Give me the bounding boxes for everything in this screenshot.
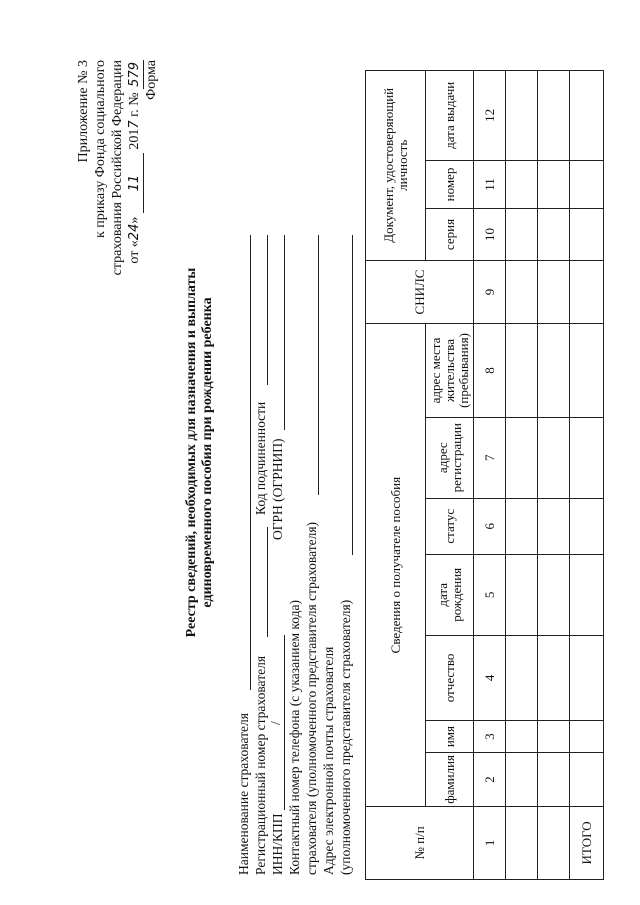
inn-kpp-slash: / bbox=[268, 721, 283, 725]
table-cell bbox=[506, 806, 538, 879]
date-year-digit: 7 bbox=[127, 120, 142, 129]
table-header-columns-row bbox=[426, 71, 474, 880]
table-cell bbox=[506, 753, 538, 806]
col-residence-address-header: адрес места жительства (пребывания) bbox=[426, 324, 474, 417]
date-mid: » bbox=[127, 216, 142, 224]
order-date-line bbox=[127, 60, 144, 264]
ogrn-line bbox=[284, 235, 285, 430]
table-cell bbox=[506, 160, 538, 209]
order-number: 579 bbox=[127, 62, 142, 87]
register-table bbox=[365, 70, 604, 880]
ogrn-label: ОГРН (ОГРНИП) bbox=[270, 438, 285, 540]
table-cell bbox=[506, 635, 538, 720]
appendix-label: Приложение № 3 bbox=[76, 60, 91, 163]
table-cell bbox=[506, 554, 538, 635]
table-cell bbox=[538, 209, 570, 260]
table-row bbox=[506, 71, 538, 880]
col-status-header: статус bbox=[426, 498, 474, 554]
table-cell bbox=[538, 417, 570, 498]
col-name-header: имя bbox=[426, 720, 474, 753]
table-cell bbox=[538, 498, 570, 554]
date-day: 24 bbox=[127, 223, 142, 241]
table-cell bbox=[538, 635, 570, 720]
total-row bbox=[570, 71, 604, 880]
col-number-header: номер bbox=[426, 160, 474, 209]
date-prefix: от « bbox=[127, 240, 142, 264]
table-cell bbox=[538, 806, 570, 879]
num-cell: 5 bbox=[474, 554, 506, 635]
table-cell bbox=[570, 209, 604, 260]
table-cell bbox=[570, 160, 604, 209]
email-line bbox=[352, 235, 353, 555]
table-row bbox=[538, 71, 570, 880]
col-series-header: серия bbox=[426, 209, 474, 260]
table-cell bbox=[506, 417, 538, 498]
col-snils-header: СНИЛС bbox=[366, 260, 474, 324]
col-reg-address-header: адрес регистрации bbox=[426, 417, 474, 498]
table-cell bbox=[506, 498, 538, 554]
reg-number-label: Регистрационный номер страхователя bbox=[253, 655, 268, 875]
date-suffix: г. № bbox=[127, 92, 142, 117]
num-cell: 12 bbox=[474, 71, 506, 161]
num-cell: 2 bbox=[474, 753, 506, 806]
num-cell: 6 bbox=[474, 498, 506, 554]
col-birthdate-header: дата рождения bbox=[426, 554, 474, 635]
table-cell bbox=[506, 209, 538, 260]
table-numbering-row bbox=[474, 71, 506, 880]
email-label-line2: (уполномоченного представителя страхователя) bbox=[338, 599, 353, 875]
date-year-prefix: 201 bbox=[127, 128, 142, 150]
insurer-name-line bbox=[250, 235, 251, 690]
document-title-line1: Реестр сведений, необходимых для назначения и выплаты bbox=[184, 267, 199, 638]
subordination-code-label: Код подчиненности bbox=[253, 401, 268, 515]
table-cell bbox=[570, 324, 604, 417]
num-cell: 4 bbox=[474, 635, 506, 720]
table-cell bbox=[570, 720, 604, 753]
num-cell: 8 bbox=[474, 324, 506, 417]
table-cell bbox=[570, 260, 604, 324]
table-cell bbox=[538, 260, 570, 324]
subordination-code-line bbox=[267, 235, 268, 385]
col-patronymic-header: отчество bbox=[426, 635, 474, 720]
phone-line bbox=[318, 235, 319, 495]
table-header-group-row bbox=[366, 71, 426, 880]
table-cell bbox=[538, 720, 570, 753]
fund-line: страхования Российской Федерации bbox=[110, 60, 125, 276]
table-cell bbox=[506, 260, 538, 324]
table-cell bbox=[506, 324, 538, 417]
phone-label-line2: страхователя (уполномоченного представителя страхователя) bbox=[304, 521, 319, 875]
total-label: ИТОГО bbox=[570, 806, 604, 879]
email-label-line1: Адрес электронной почты страхователя bbox=[321, 646, 336, 875]
num-cell: 7 bbox=[474, 417, 506, 498]
table-cell bbox=[538, 71, 570, 161]
num-cell: 10 bbox=[474, 209, 506, 260]
table-cell bbox=[570, 554, 604, 635]
num-cell: 11 bbox=[474, 160, 506, 209]
form-label: Форма bbox=[144, 60, 159, 100]
inn-kpp-line bbox=[284, 635, 285, 810]
order-line: к приказу Фонда социального bbox=[93, 60, 108, 239]
document-group-header: Документ, удостоверяющий личность bbox=[366, 71, 426, 261]
recipient-group-header: Сведения о получателе пособия bbox=[366, 324, 426, 806]
table-cell bbox=[506, 71, 538, 161]
table-cell bbox=[570, 498, 604, 554]
table-cell bbox=[538, 753, 570, 806]
phone-label-line1: Контактный номер телефона (с указанием кода) bbox=[287, 599, 302, 875]
num-cell: 3 bbox=[474, 720, 506, 753]
table-cell bbox=[570, 417, 604, 498]
table-cell bbox=[570, 71, 604, 161]
col-issue-date-header: дата выдачи bbox=[426, 71, 474, 161]
table-cell bbox=[506, 720, 538, 753]
table-cell bbox=[570, 635, 604, 720]
date-month: 11 bbox=[127, 153, 144, 213]
num-cell: 1 bbox=[474, 806, 506, 879]
num-cell: 9 bbox=[474, 260, 506, 324]
table-cell bbox=[538, 554, 570, 635]
table-cell bbox=[538, 324, 570, 417]
table-cell bbox=[570, 753, 604, 806]
document-title-line2: единовременного пособия при рождении ребенка bbox=[200, 297, 215, 608]
inn-kpp-label: ИНН/КПП bbox=[270, 813, 285, 875]
insurer-name-label: Наименование страхователя bbox=[236, 713, 251, 875]
table-cell bbox=[538, 160, 570, 209]
col-surname-header: фамилия bbox=[426, 753, 474, 806]
col-num-header: № п/п bbox=[366, 806, 474, 879]
reg-number-line bbox=[267, 527, 268, 637]
